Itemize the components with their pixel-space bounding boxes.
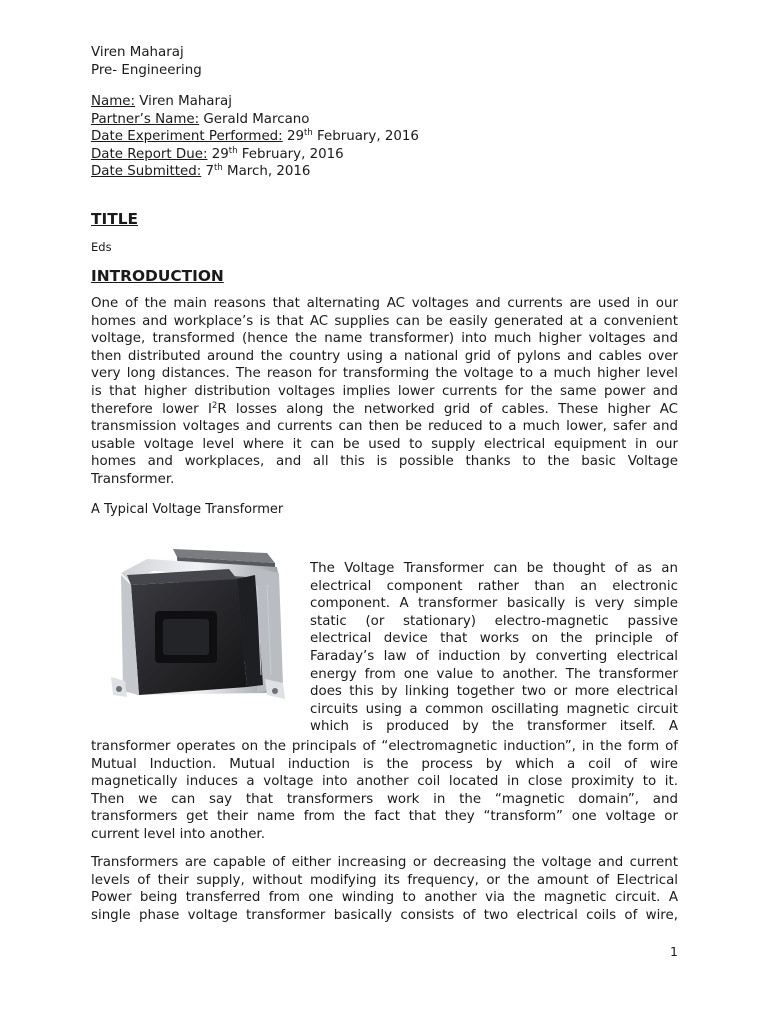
page-number: 1 [670,944,678,959]
title-text: Eds [91,240,112,254]
transformer-paragraph-continued [91,738,678,844]
text-fragment: therefore lower I [91,401,212,417]
text-line: then distributed around the country using a national grid of pylons and cables over [91,348,678,364]
name-line [91,93,419,111]
text-line: energy from one value to another. The transformer [310,666,678,682]
text-line: homes and workplaces, and all this is possible thanks to the basic Voltage [91,454,678,470]
text-line: Power being transferred from one winding to another via the magnetic circuit. A [91,890,678,906]
date-due-line [91,146,419,164]
text-line: static (or stationary) electro-magnetic passive [310,613,678,629]
date-performed-day: 29 [282,129,304,144]
text-line: does this by linking together two or more electrical [310,684,678,700]
text-line: component. A transformer basically is very simple [310,596,678,612]
text-line: transformers get their name from the fact that they “transform” one voltage or [91,809,678,825]
text-line: single phase voltage transformer basically consists of two electrical coils of wire, [91,907,678,923]
text-line: current level into another. [91,826,265,842]
text-line: Then we can say that transformers work in the “magnetic domain”, and [91,791,678,807]
text-fragment: R losses along the networked grid of cables. These higher AC [217,401,678,417]
transformers-paragraph [91,854,678,924]
date-submitted-label: Date Submitted: [91,164,202,179]
date-submitted-day: 7 [201,164,215,179]
date-performed-label: Date Experiment Performed: [91,129,283,144]
text-line: which is produced by the transformer itself. A [310,719,678,735]
text-line: Transformer. [91,471,175,487]
date-submitted-line [91,163,419,181]
text-line: Mutual Induction. Mutual induction is the process by which a coil of wire [91,756,678,772]
superscript-two: 2 [211,400,218,411]
text-line: levels of their supply, without modifying its frequency, or the amount of Electrical [91,872,678,888]
date-due-label: Date Report Due: [91,146,208,162]
text-line: usable voltage level where it can be used to supply electrical equipment in our [91,436,678,452]
date-due-rest: February, 2016 [237,146,344,162]
text-line: electrical device that works on the principle of [310,631,678,647]
partner-value: Gerald Marcano [199,111,310,127]
author-name: Viren Maharaj [91,45,184,60]
text-line: magnetically induces a voltage into another coil located in close proximity to it. [91,774,678,790]
text-line: circuits using a common oscillating magnetic circuit [310,701,678,717]
text-line: transformer operates on the principals of “electromagnetic induction”, in the form of [91,739,678,754]
transformer-illustration [107,545,289,711]
date-submitted-rest: March, 2016 [222,164,311,179]
date-performed-suffix: th [304,128,313,138]
text-line: Transformers are capable of either increasing or decreasing the voltage and current [91,855,678,870]
text-line: Faraday’s law of induction by converting electrical [310,648,678,664]
date-due-suffix: th [228,145,238,156]
course-name: Pre- Engineering [91,62,202,78]
wrapped-paragraph [310,560,678,736]
text-line: voltage, transformed (hence the name transformer) into much higher voltages and [91,331,678,347]
text-line: One of the main reasons that alternating AC voltages and currents are used in our [91,296,678,311]
text-line: homes and workplace’s is that AC supplies can be easily generated at a convenient [91,313,678,329]
name-value: Viren Maharaj [135,94,232,109]
document-header [91,44,202,79]
date-performed-line [91,128,419,146]
name-label: Name: [91,94,136,109]
text-line: transmission voltages and currents can then be reduced to a much lower, safer and [91,419,678,435]
date-due-day: 29 [207,146,229,162]
introduction-paragraph [91,295,678,489]
text-line: very long distances. The reason for transforming the voltage to a much higher level [91,366,678,382]
report-info-block [91,93,419,181]
text-line: is that higher distribution voltages implies lower currents for the same power and [91,383,678,399]
transformer-image [107,545,289,711]
text-line-with-superscript [91,401,678,419]
figure-caption: A Typical Voltage Transformer [91,502,284,517]
introduction-heading: INTRODUCTION [91,267,224,285]
text-line: The Voltage Transformer can be thought of as an [310,561,678,576]
date-submitted-suffix: th [214,163,223,173]
text-line: electrical component rather than an electronic [310,578,678,594]
date-performed-rest: February, 2016 [312,129,419,144]
title-heading: TITLE [91,210,139,228]
partner-line [91,111,419,129]
partner-label: Partner’s Name: [91,111,200,127]
